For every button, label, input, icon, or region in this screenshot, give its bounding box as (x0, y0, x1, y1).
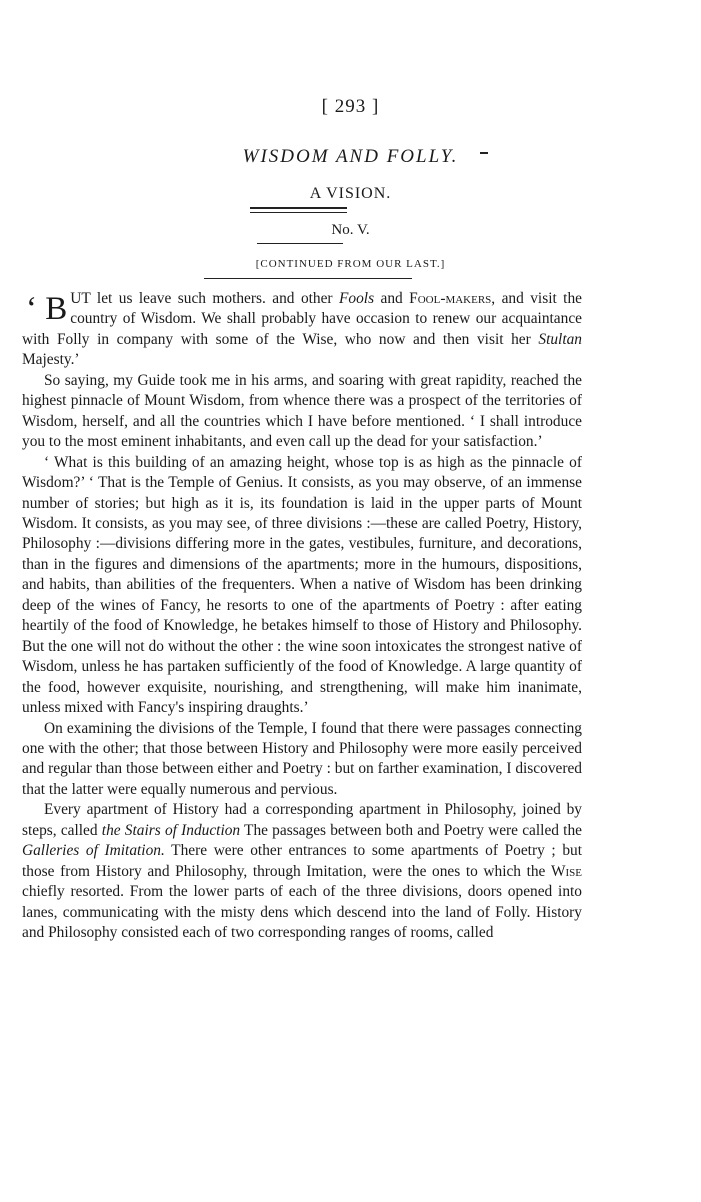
p1-italic-2: Stultan (538, 330, 582, 348)
paragraph-4: On examining the divisions of the Temple, I found that there were passages connecting one with the other; that those between History and Philosophy were more easily perceived and regular than those between either and Poetry : but on farther examination, I discovered that the latter were equally numerous and pervious. (22, 719, 582, 798)
paragraph-2: So saying, my Guide took me in his arms, and soaring with great rapidity, reached the highest pinnacle of Mount Wisdom, from whence there was a prospect of the territories of Wisdom, herself, and all the countries which I have before mentioned. ‘ I shall introduce you to the most eminent inhabitants, and even call up the dead for your satisfaction.’ (22, 371, 582, 451)
p5-italic-2: Galleries of Imitation. (22, 842, 165, 860)
body-text (22, 289, 582, 944)
drop-cap-letter: B (45, 291, 68, 327)
paragraph-3: ‘ What is this building of an amazing height, whose top is as high as the pinnacle of Wisdom?’ ‘ That is the Temple of Genius. It consists, as you may observe, of an immense number of stories; but high as it is, its foundation is laid in the upper parts of Mount Wisdom. It consists, as you may see, of three divisions :—these are called Poetry, History, Philosophy :—divisions differing more in the gates, vestibules, furniture, and decorations, than in the figures and dimensions of the apartments; more in the humours, dispositions, and habits, than abilities of the frequenters. When a native of Wisdom has been drinking deep of the wines of Fancy, he resorts to one of the apartments of Poetry : after eating heartily of the food of Knowledge, he betakes himself to those of History and Philosophy. But the one will not do without the other : the wine soon intoxicates the strongest native of Wisdom, unless he has partaken sufficiently of the food of Knowledge. A large quantity of the food, however exquisite, nourishing, and strengthening, will make him inanimate, unless mixed with Fancy's inspiring draughts.’ (22, 453, 582, 717)
title-mark (480, 152, 488, 154)
paragraph-1 (22, 289, 582, 371)
open-quote: ‘ (26, 291, 46, 327)
p1-italic-1: Fools (339, 290, 375, 307)
p1-smallcaps-1: Fool-makers (409, 290, 492, 307)
continued-note: [CONTINUED FROM OUR LAST.] (255, 258, 446, 270)
part-number: No. V. (331, 222, 370, 238)
p1-text-2: and (374, 290, 410, 307)
p1-text-1: UT let us leave such mothers. and other (70, 290, 339, 307)
number-rule (257, 243, 343, 244)
p5-text-1: Every apartment of History had a corresponding apartment in Philosophy, joined by steps, called (22, 801, 582, 839)
p5-text-2: The passages between both and Poetry were called the (240, 821, 582, 839)
p5-text-4: chiefly resorted. From the lower parts of each of the three divisions, doors opened into lanes, communicating with the misty dens which descend into the land of Folly. History and Philosophy consisted each of two corresponding ranges of rooms, called (22, 883, 582, 942)
article-subtitle: A VISION. (309, 185, 392, 202)
p1-text-3: , and visit the country of Wisdom. We shall probably have occasion to renew our acquaintance with Folly in company with some of the Wise, who now and then visit her (22, 290, 582, 348)
drop-cap (26, 293, 67, 326)
continued-rule (204, 278, 412, 279)
p5-text-3: There were other entrances to some apartments of Poetry ; but those from History and Philosophy, through Imitation, were the ones to which the (22, 842, 582, 880)
p5-smallcaps-1: Wise (550, 862, 582, 880)
page-number: [ 293 ] (321, 96, 380, 117)
p5-italic-1: the Stairs of Induction (101, 821, 241, 839)
article-title: WISDOM AND FOLLY. (242, 146, 459, 167)
p1-text-4: Majesty.’ (22, 351, 80, 369)
paragraph-5 (22, 800, 582, 943)
double-rule (250, 207, 347, 213)
